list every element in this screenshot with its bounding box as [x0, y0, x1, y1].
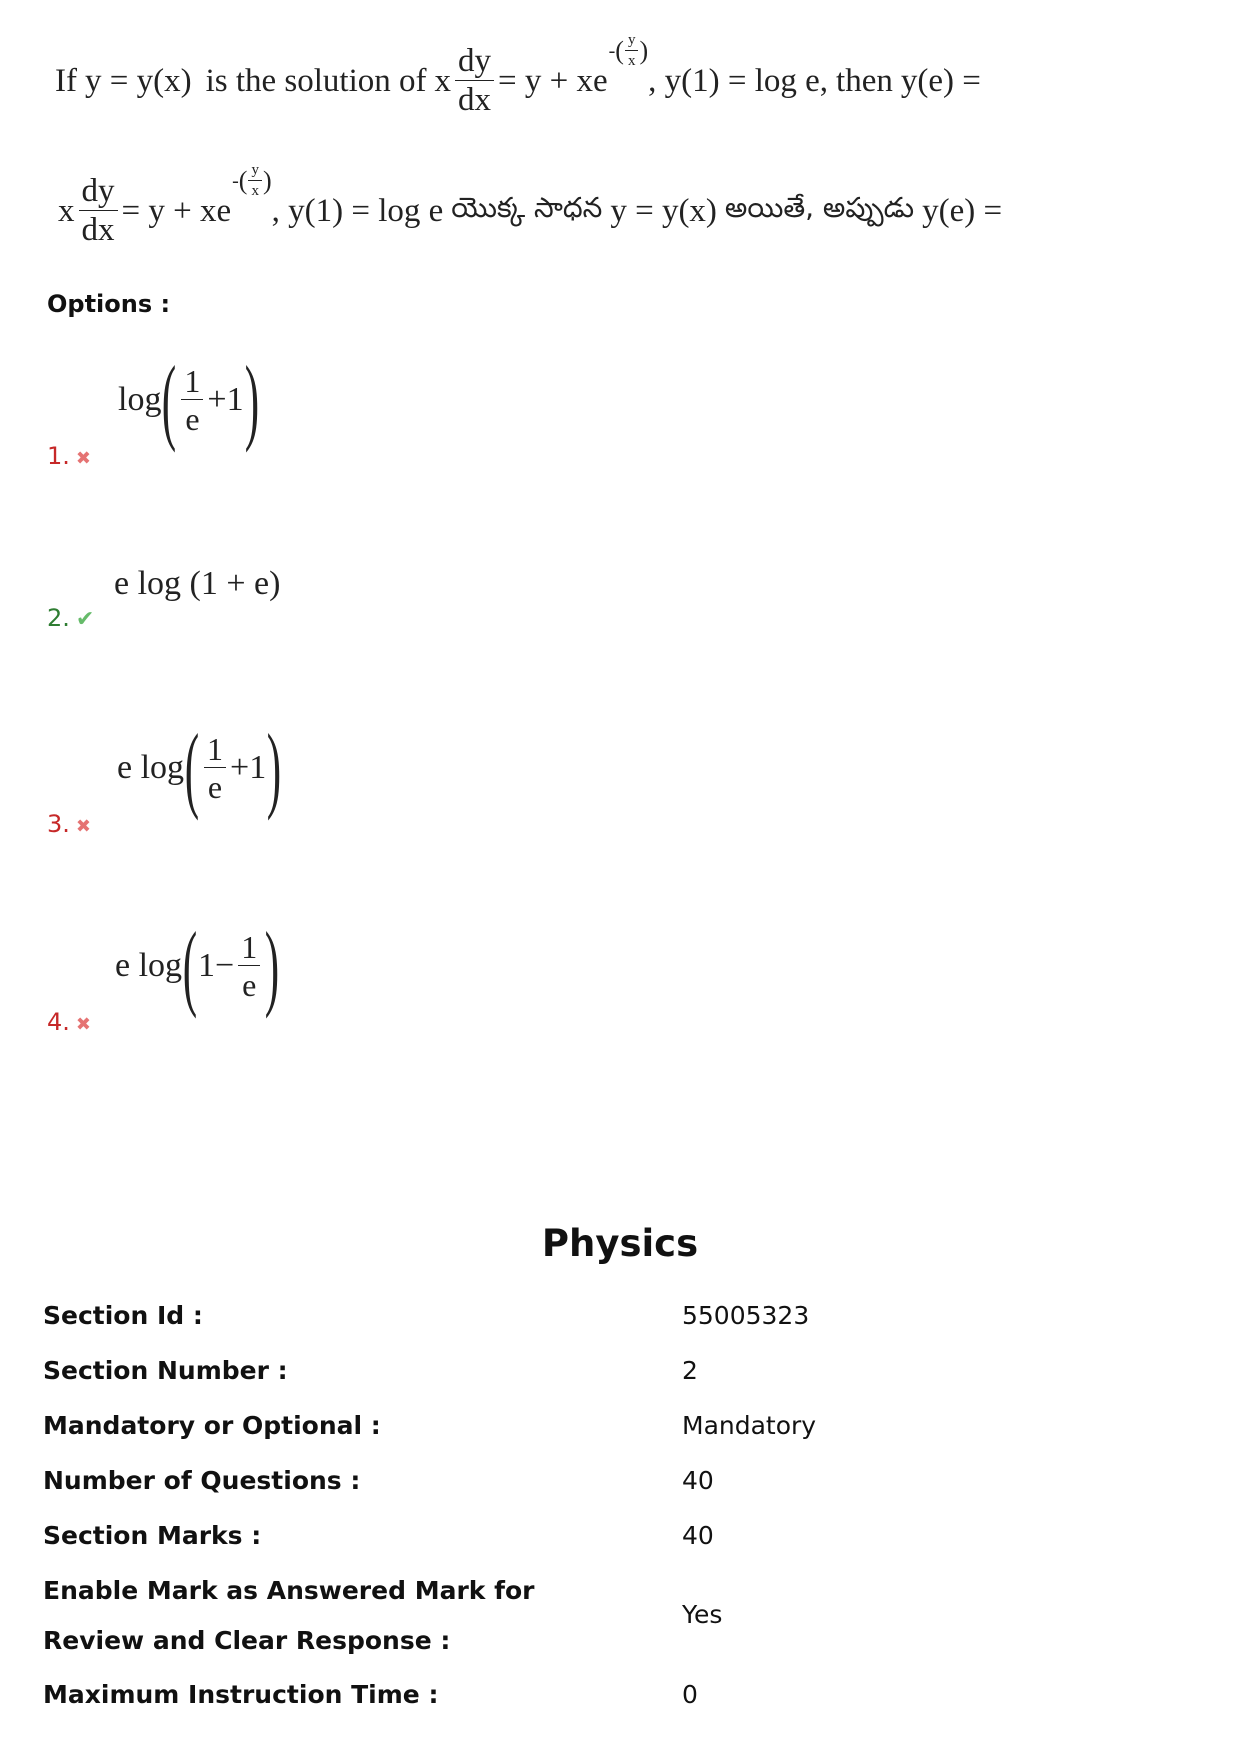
section-title: Physics [541, 1222, 699, 1265]
option-3-frac-bottom: e [207, 769, 223, 805]
option-2-index: 2. [47, 604, 70, 632]
telugu-dx: dx [81, 212, 115, 248]
dy-dx-fraction [455, 45, 494, 117]
cross-icon: ✖ [75, 816, 91, 837]
telugu-dy-dx-fraction [79, 175, 118, 247]
question-english [55, 32, 981, 118]
option-1-index: 1. [47, 442, 70, 470]
option-3-number [47, 810, 91, 838]
max-instruction-time-label: Maximum Instruction Time : [43, 1680, 439, 1709]
option-1-expression: log ( $\frac{1}{e}$ +1 ) [118, 346, 259, 453]
telugu-exponent-minus: - [232, 169, 239, 192]
mandatory-label: Mandatory or Optional : [43, 1411, 381, 1440]
option-4-frac-bottom: e [242, 967, 257, 1003]
option-1-pre: log [118, 381, 162, 418]
question-rhs: = y + xe [498, 62, 608, 99]
question-then: then [836, 62, 893, 99]
telugu-ask: y(e) = [922, 192, 1003, 229]
enable-mark-label: Enable Mark as Answered Mark for Review and Clear Response : [43, 1576, 535, 1655]
section-marks-label: Section Marks : [43, 1521, 262, 1550]
exponent-fraction [625, 33, 639, 69]
enable-mark-value: Yes [682, 1600, 723, 1629]
exponent: - ( $\frac{y}{x}$ ) [608, 32, 649, 69]
question-ask: y(e) = [900, 62, 981, 99]
max-instruction-time-value: 0 [682, 1680, 698, 1709]
cross-icon: ✖ [75, 1014, 91, 1035]
option-4-index: 4. [47, 1008, 70, 1036]
option-2-number [47, 604, 94, 632]
section-id-label: Section Id : [43, 1301, 203, 1330]
telugu-dy: dy [79, 175, 118, 211]
telugu-exponent-x: x [251, 183, 259, 199]
question-mid-text: is the solution of [205, 62, 427, 99]
telugu-condition: , y(1) = log e [271, 192, 444, 229]
option-2-expression [114, 565, 280, 603]
question-x: x [434, 62, 451, 99]
section-id-value: 55005323 [682, 1301, 810, 1330]
option-4-number [47, 1008, 91, 1036]
exponent-x: x [627, 53, 636, 69]
telugu-exponent: - ( $\frac{y}{x}$ ) [232, 162, 272, 199]
check-icon: ✔ [75, 607, 95, 632]
telugu-text-2: అయితే, అప్పుడు [724, 191, 915, 224]
section-number-value: 2 [682, 1356, 698, 1385]
telugu-text-1: యొక్క సాధన [451, 191, 603, 224]
option-4-lead: 1− [198, 947, 235, 984]
question-telugu [58, 162, 1003, 248]
option-3-fraction [204, 733, 226, 803]
section-number-label: Section Number : [43, 1356, 288, 1385]
option-4-fraction [238, 931, 260, 1001]
exponent-y: y [625, 33, 639, 51]
telugu-y-eq: y = y(x) [610, 192, 717, 229]
question-prefix: If [55, 62, 77, 99]
option-1-frac-top: 1 [181, 365, 203, 400]
option-4-expression: e log ( 1− $\frac{1}{e}$ ) [115, 912, 280, 1019]
dy-numerator: dy [455, 45, 494, 81]
option-3-pre: e log [117, 749, 185, 786]
option-1-number [47, 442, 91, 470]
option-3-frac-top: 1 [204, 733, 226, 768]
dx-denominator: dx [458, 82, 491, 118]
option-4-pre: e log [115, 947, 183, 984]
option-3-post: +1 [230, 749, 267, 786]
options-label: Options : [47, 290, 171, 318]
num-questions-label: Number of Questions : [43, 1466, 361, 1495]
section-marks-value: 40 [682, 1521, 714, 1550]
mandatory-value: Mandatory [682, 1411, 817, 1440]
exponent-minus: - [608, 39, 616, 62]
option-1-fraction [181, 365, 203, 435]
telugu-exponent-y: y [248, 163, 262, 181]
telugu-exponent-fraction [248, 163, 262, 199]
option-1-frac-bottom: e [185, 401, 200, 437]
question-condition: , y(1) = log e, [648, 62, 829, 99]
option-4-frac-top: 1 [238, 931, 260, 966]
option-3-expression: e log ( $\frac{1}{e}$ +1 ) [117, 714, 282, 821]
option-2-expr: e log (1 + e) [114, 565, 281, 602]
telugu-x: x [58, 192, 75, 229]
telugu-rhs: = y + xe [121, 192, 232, 229]
question-y-eq: y = y(x) [84, 62, 192, 99]
option-1-post: +1 [207, 381, 244, 418]
option-3-index: 3. [47, 810, 70, 838]
cross-icon: ✖ [75, 448, 91, 469]
num-questions-value: 40 [682, 1466, 714, 1495]
